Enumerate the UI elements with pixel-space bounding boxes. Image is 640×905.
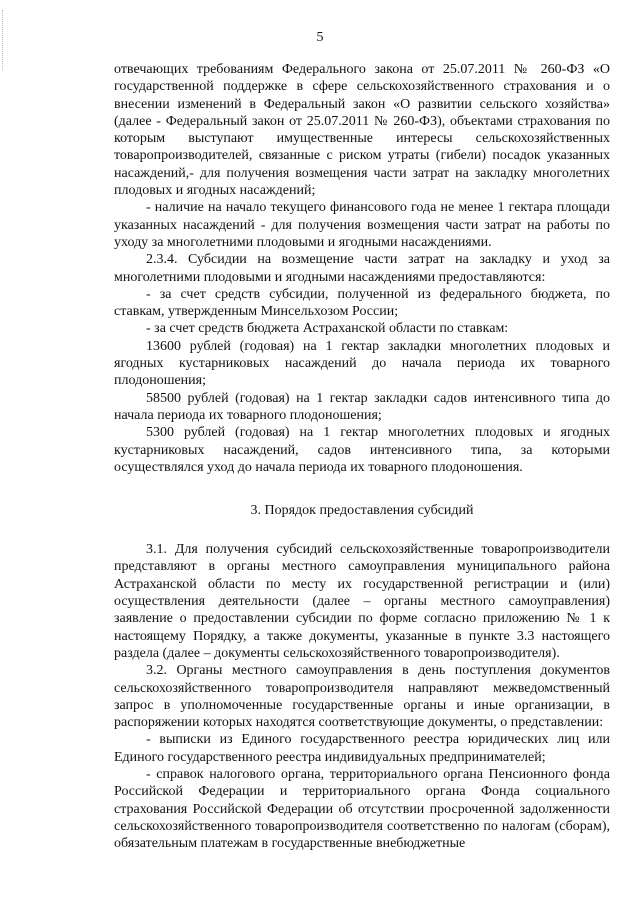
paragraph: - выписки из Единого государственного реестра юридических лиц или Единого государственного реестра индивидуальных предпринимателей;	[114, 732, 610, 765]
document-body	[114, 61, 610, 852]
paragraph: 3.1. Для получения субсидий сельскохозяйственные товаропроизводители представляют в органы местного самоуправления муниципального района Астраханской области по месту их государственной регистрации и (или) осуществления деятельности (далее – органы местного самоуправления) заявление о предоставлении субсидии по форме согласно приложению № 1 к настоящему Порядку, а также документы, указанные в пункте 3.3 настоящего раздела (далее – документы сельскохозяйственного товаропроизводителя).	[114, 542, 610, 661]
paragraph: 13600 рублей (годовая) на 1 гектар закладки многолетних плодовых и ягодных кустарниковых насаждений до начала периода их товарного плодоношения;	[114, 338, 610, 389]
paragraph: 2.3.4. Субсидии на возмещение части затрат на закладку и уход за многолетними плодовыми и ягодными насаждениями предоставляются:	[114, 252, 610, 285]
paragraph: 5300 рублей (годовая) на 1 гектар многолетних плодовых и ягодных кустарниковых насаждений, садов интенсивного типа, за которыми осуществлялся уход до начала периода их товарного плодоношения.	[114, 425, 610, 475]
paragraph: отвечающих требованиям Федерального закона от 25.07.2011 № 260-ФЗ «О государственной поддержке в сфере сельскохозяйственного страхования и о внесении изменений в Федеральный закон «О развитии сельского хозяйства» (далее - Федеральный закон от 25.07.2011 № 260-ФЗ), объектами страхования по которым выступают имущественные интересы сельскохозяйственных товаропроизводителей, связанные с риском утраты (гибели) посадок указанных насаждений,- для получения возмещения части затрат на закладку многолетних плодовых и ягодных насаждений;	[114, 62, 610, 199]
section-heading: 3. Порядок предоставления субсидий	[250, 503, 474, 519]
paragraph: 3.2. Органы местного самоуправления в день поступления документов сельскохозяйственного товаропроизводителя направляют межведомственный запрос в уполномоченные государственные органы и иные организации, в распоряжении которых находятся соответствующие документы, о представлении:	[114, 663, 610, 731]
paragraph: - за счет средств бюджета Астраханской области по ставкам:	[146, 321, 509, 337]
paragraph: - за счет средств субсидии, полученной из федерального бюджета, по ставкам, утвержденным Минсельхозом России;	[114, 286, 610, 320]
paragraph: - наличие на начало текущего финансового года не менее 1 гектара площади указанных насаждений - для получения возмещения части затрат на работы по уходу за многолетними плодовыми и ягодными насаждениями.	[114, 200, 610, 250]
paragraph: 58500 рублей (годовая) на 1 гектар закладки садов интенсивного типа до начала периода их товарного плодоношения;	[114, 390, 610, 423]
paragraph: - справок налогового органа, территориального органа Пенсионного фонда Российской Федерации и территориального органа Фонда социального страхования Российской Федерации об отсутствии просроченной задолженности сельскохозяйственного товаропроизводителя соответственно по налогам (сборам), обязательным платежам в государственные внебюджетные	[114, 766, 610, 852]
page-number: 5	[316, 30, 324, 45]
